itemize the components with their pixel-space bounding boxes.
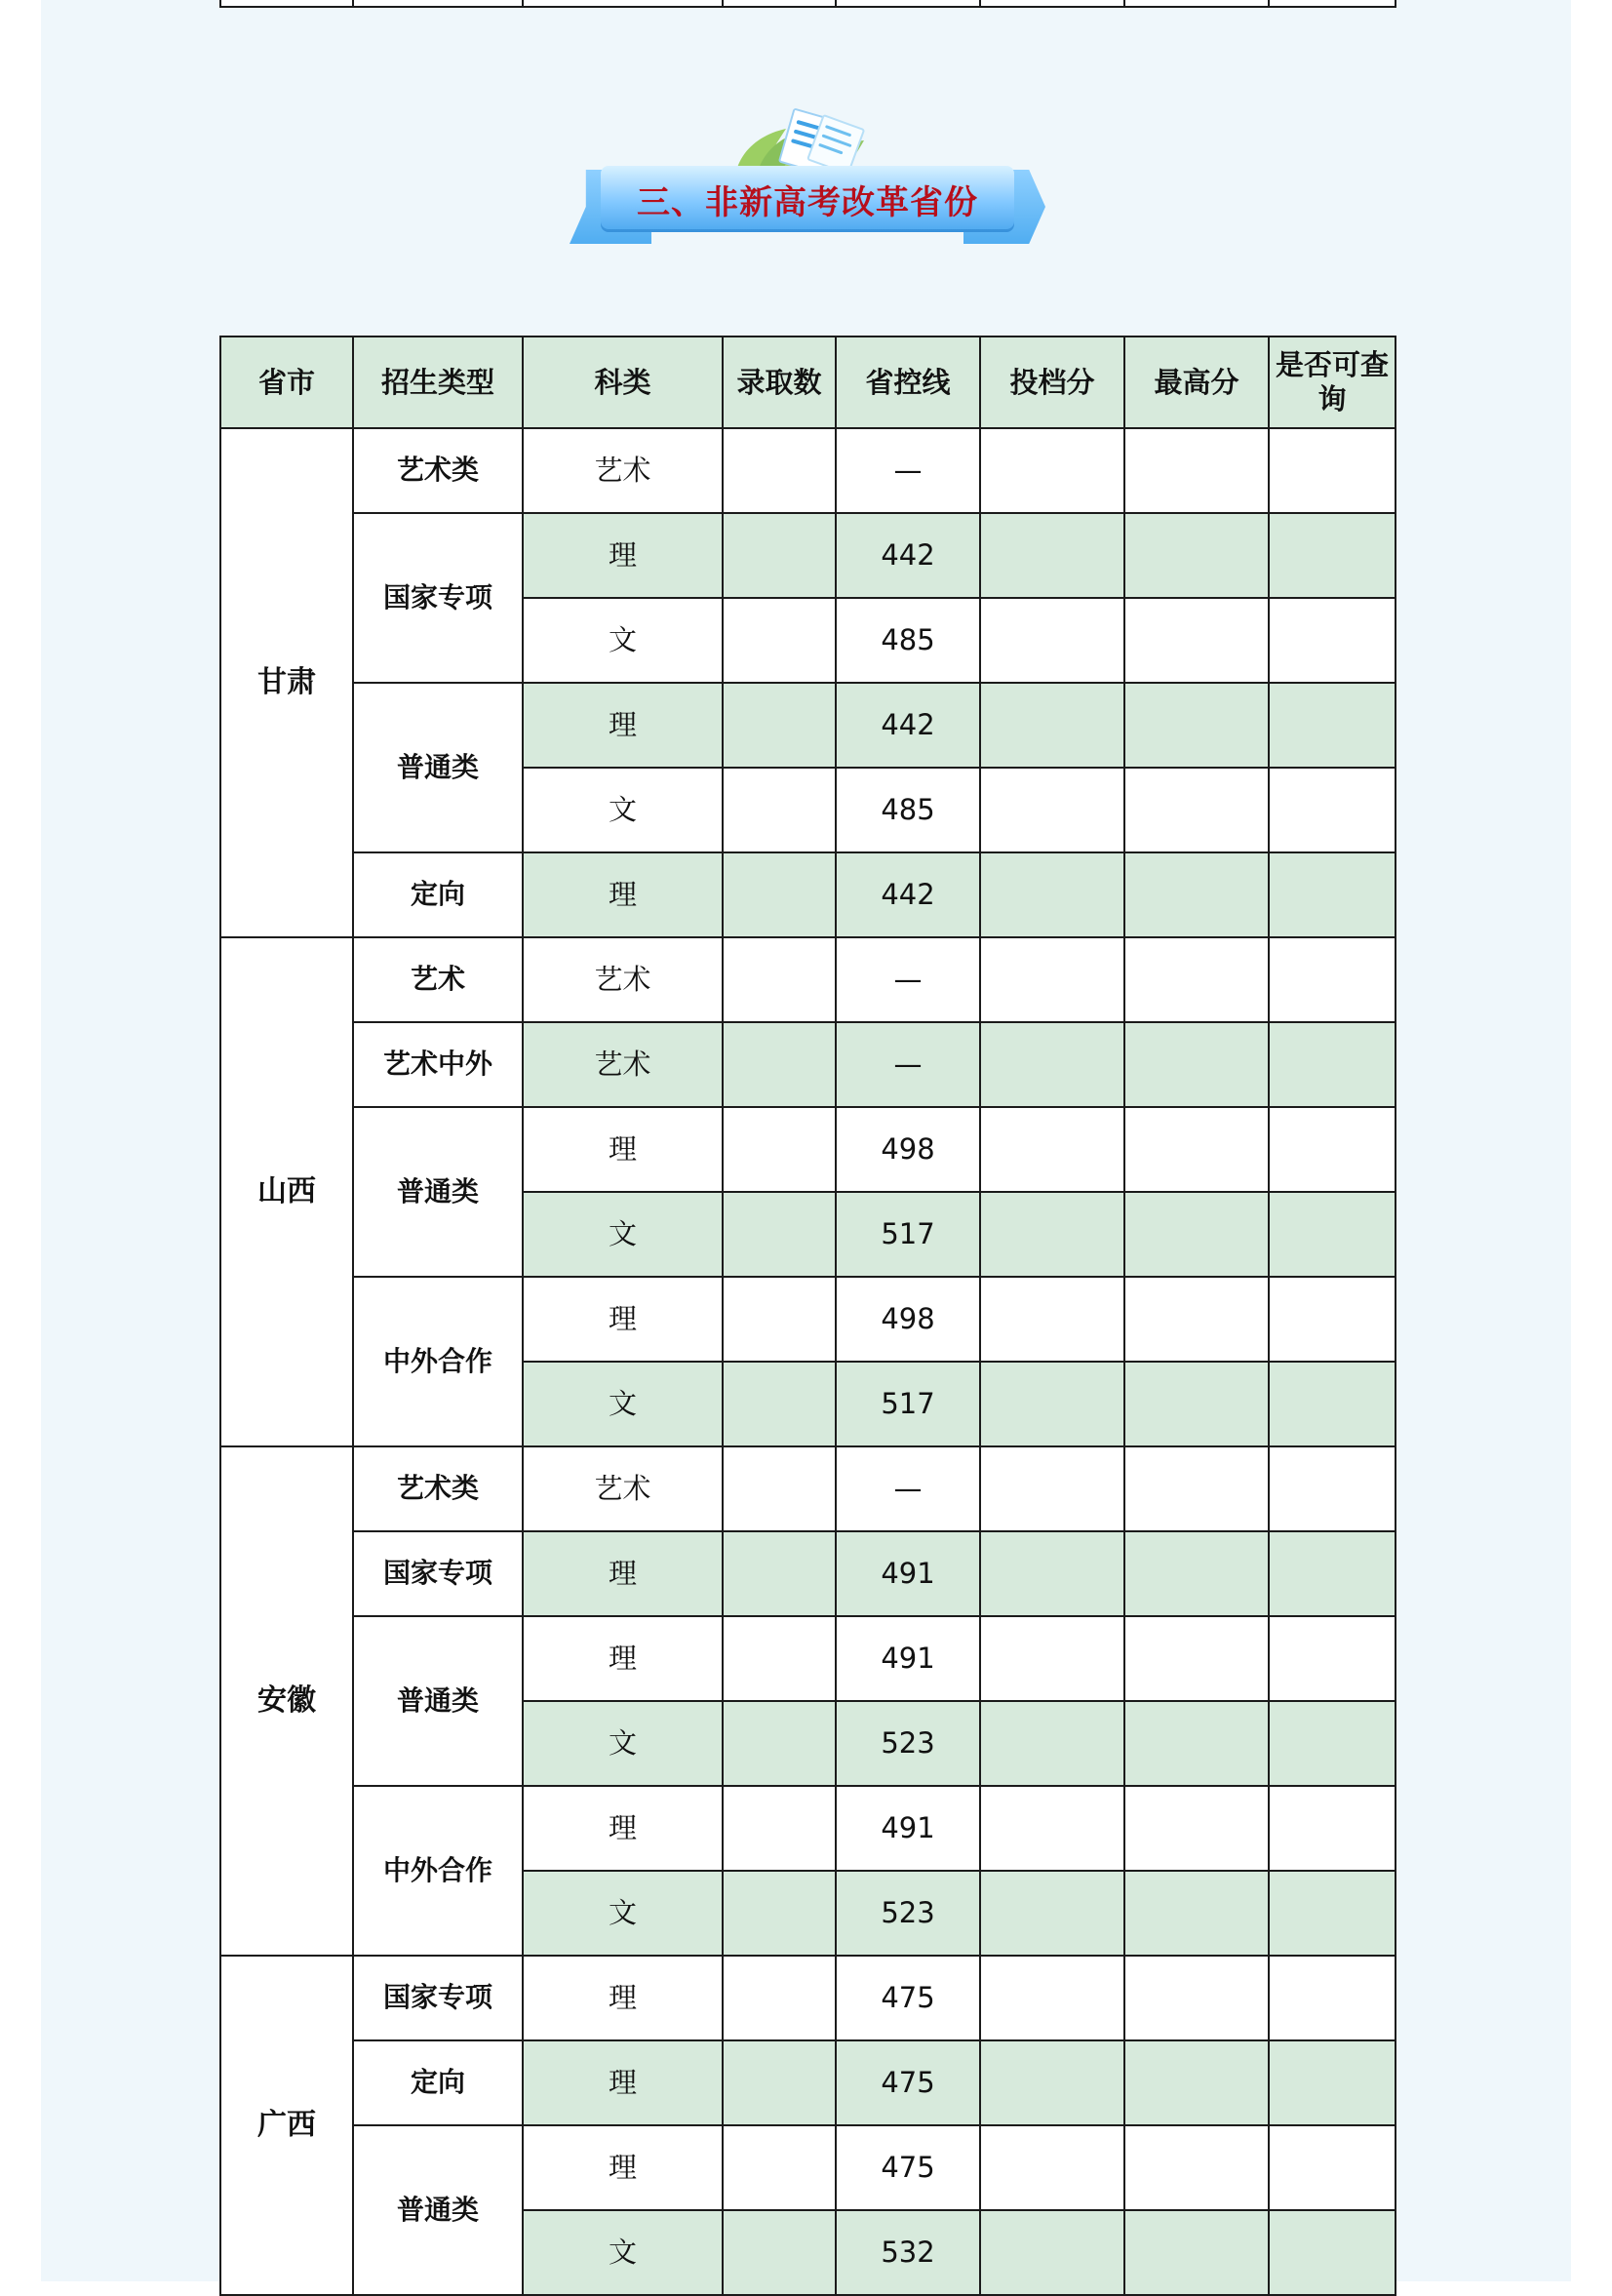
queryable-cell bbox=[1269, 1871, 1396, 1956]
queryable-cell bbox=[1269, 2210, 1396, 2295]
previous-table-tail bbox=[219, 0, 1396, 8]
table-row bbox=[220, 513, 1396, 598]
control-line-cell: 517 bbox=[836, 1362, 980, 1446]
admitted-count-cell bbox=[723, 598, 836, 683]
control-line-cell: 523 bbox=[836, 1701, 980, 1786]
control-line-cell: 517 bbox=[836, 1192, 980, 1277]
control-line-cell: 442 bbox=[836, 852, 980, 937]
submit-score-cell bbox=[980, 1022, 1124, 1107]
admission-type-cell: 普通类 bbox=[353, 1107, 523, 1277]
admitted-count-cell bbox=[723, 683, 836, 768]
header-control-line: 省控线 bbox=[836, 336, 980, 428]
submit-score-cell bbox=[980, 1616, 1124, 1701]
admitted-count-cell bbox=[723, 1022, 836, 1107]
queryable-cell bbox=[1269, 683, 1396, 768]
control-line-cell: 498 bbox=[836, 1277, 980, 1362]
submit-score-cell bbox=[980, 2125, 1124, 2210]
highest-score-cell bbox=[1124, 598, 1269, 683]
highest-score-cell bbox=[1124, 1616, 1269, 1701]
highest-score-cell bbox=[1124, 852, 1269, 937]
previous-table-cell bbox=[836, 0, 980, 7]
header-admitted-count: 录取数 bbox=[723, 336, 836, 428]
subject-cell: 理 bbox=[523, 1277, 723, 1362]
highest-score-cell bbox=[1124, 1107, 1269, 1192]
score-table bbox=[219, 336, 1396, 2296]
previous-table-cell bbox=[723, 0, 836, 7]
subject-cell: 文 bbox=[523, 598, 723, 683]
queryable-cell bbox=[1269, 2125, 1396, 2210]
submit-score-cell bbox=[980, 852, 1124, 937]
previous-table-cell bbox=[353, 0, 523, 7]
admission-type-cell: 中外合作 bbox=[353, 1786, 523, 1956]
subject-cell: 理 bbox=[523, 683, 723, 768]
submit-score-cell bbox=[980, 2210, 1124, 2295]
highest-score-cell bbox=[1124, 1531, 1269, 1616]
province-cell: 山西 bbox=[220, 937, 353, 1446]
admitted-count-cell bbox=[723, 852, 836, 937]
table-row bbox=[220, 1956, 1396, 2040]
admitted-count-cell bbox=[723, 1362, 836, 1446]
subject-cell: 文 bbox=[523, 2210, 723, 2295]
queryable-cell bbox=[1269, 513, 1396, 598]
highest-score-cell bbox=[1124, 1871, 1269, 1956]
table-row bbox=[220, 2040, 1396, 2125]
subject-cell: 理 bbox=[523, 1956, 723, 2040]
admitted-count-cell bbox=[723, 1871, 836, 1956]
subject-cell: 理 bbox=[523, 852, 723, 937]
table-row bbox=[220, 852, 1396, 937]
subject-cell: 理 bbox=[523, 513, 723, 598]
admission-type-cell: 国家专项 bbox=[353, 513, 523, 683]
section-banner bbox=[564, 98, 1051, 254]
header-submit-score: 投档分 bbox=[980, 336, 1124, 428]
control-line-cell: 491 bbox=[836, 1531, 980, 1616]
subject-cell: 文 bbox=[523, 1362, 723, 1446]
subject-cell: 艺术 bbox=[523, 937, 723, 1022]
highest-score-cell bbox=[1124, 1786, 1269, 1871]
submit-score-cell bbox=[980, 2040, 1124, 2125]
queryable-cell bbox=[1269, 1277, 1396, 1362]
header-province: 省市 bbox=[220, 336, 353, 428]
control-line-cell: 485 bbox=[836, 768, 980, 852]
queryable-cell bbox=[1269, 1192, 1396, 1277]
admitted-count-cell bbox=[723, 1277, 836, 1362]
previous-table-cell bbox=[523, 0, 723, 7]
queryable-cell bbox=[1269, 852, 1396, 937]
admitted-count-cell bbox=[723, 428, 836, 513]
highest-score-cell bbox=[1124, 683, 1269, 768]
province-cell: 甘肃 bbox=[220, 428, 353, 937]
header-admission-type: 招生类型 bbox=[353, 336, 523, 428]
control-line-cell: 485 bbox=[836, 598, 980, 683]
admission-type-cell: 普通类 bbox=[353, 1616, 523, 1786]
admitted-count-cell bbox=[723, 1786, 836, 1871]
table-row bbox=[220, 428, 1396, 513]
header-subject: 科类 bbox=[523, 336, 723, 428]
submit-score-cell bbox=[980, 598, 1124, 683]
admitted-count-cell bbox=[723, 1446, 836, 1531]
admission-type-cell: 普通类 bbox=[353, 2125, 523, 2295]
queryable-cell bbox=[1269, 1786, 1396, 1871]
submit-score-cell bbox=[980, 1107, 1124, 1192]
highest-score-cell bbox=[1124, 2210, 1269, 2295]
control-line-cell: 442 bbox=[836, 513, 980, 598]
table-row bbox=[220, 1616, 1396, 1701]
queryable-cell bbox=[1269, 1701, 1396, 1786]
table-row bbox=[220, 2125, 1396, 2210]
highest-score-cell bbox=[1124, 768, 1269, 852]
admission-type-cell: 定向 bbox=[353, 852, 523, 937]
highest-score-cell bbox=[1124, 1701, 1269, 1786]
control-line-cell: — bbox=[836, 428, 980, 513]
control-line-cell: 442 bbox=[836, 683, 980, 768]
submit-score-cell bbox=[980, 428, 1124, 513]
control-line-cell: — bbox=[836, 1022, 980, 1107]
subject-cell: 理 bbox=[523, 2125, 723, 2210]
control-line-cell: — bbox=[836, 937, 980, 1022]
submit-score-cell bbox=[980, 1277, 1124, 1362]
highest-score-cell bbox=[1124, 2040, 1269, 2125]
submit-score-cell bbox=[980, 1786, 1124, 1871]
table-row bbox=[220, 1531, 1396, 1616]
highest-score-cell bbox=[1124, 513, 1269, 598]
table-row bbox=[220, 1107, 1396, 1192]
table-row bbox=[220, 1786, 1396, 1871]
admission-type-cell: 普通类 bbox=[353, 683, 523, 852]
admission-type-cell: 艺术类 bbox=[353, 428, 523, 513]
subject-cell: 艺术 bbox=[523, 428, 723, 513]
submit-score-cell bbox=[980, 1531, 1124, 1616]
admitted-count-cell bbox=[723, 513, 836, 598]
highest-score-cell bbox=[1124, 1956, 1269, 2040]
table-row bbox=[220, 937, 1396, 1022]
highest-score-cell bbox=[1124, 2125, 1269, 2210]
highest-score-cell bbox=[1124, 937, 1269, 1022]
highest-score-cell bbox=[1124, 1192, 1269, 1277]
queryable-cell bbox=[1269, 1956, 1396, 2040]
subject-cell: 文 bbox=[523, 1871, 723, 1956]
submit-score-cell bbox=[980, 513, 1124, 598]
admitted-count-cell bbox=[723, 1616, 836, 1701]
queryable-cell bbox=[1269, 428, 1396, 513]
control-line-cell: 491 bbox=[836, 1616, 980, 1701]
subject-cell: 理 bbox=[523, 1531, 723, 1616]
previous-table-cell bbox=[980, 0, 1124, 7]
control-line-cell: 523 bbox=[836, 1871, 980, 1956]
control-line-cell: — bbox=[836, 1446, 980, 1531]
queryable-cell bbox=[1269, 1446, 1396, 1531]
queryable-cell bbox=[1269, 1022, 1396, 1107]
header-highest-score: 最高分 bbox=[1124, 336, 1269, 428]
admission-type-cell: 定向 bbox=[353, 2040, 523, 2125]
section-title: 三、非新高考改革省份 bbox=[637, 182, 978, 222]
queryable-cell bbox=[1269, 1616, 1396, 1701]
subject-cell: 文 bbox=[523, 768, 723, 852]
previous-table-cell bbox=[1269, 0, 1396, 7]
admission-type-cell: 中外合作 bbox=[353, 1277, 523, 1446]
subject-cell: 理 bbox=[523, 2040, 723, 2125]
table-row bbox=[220, 1022, 1396, 1107]
table-row bbox=[220, 1277, 1396, 1362]
subject-cell: 理 bbox=[523, 1786, 723, 1871]
subject-cell: 理 bbox=[523, 1107, 723, 1192]
admission-type-cell: 国家专项 bbox=[353, 1531, 523, 1616]
admitted-count-cell bbox=[723, 1531, 836, 1616]
previous-table-cell bbox=[1124, 0, 1269, 7]
admitted-count-cell bbox=[723, 2210, 836, 2295]
submit-score-cell bbox=[980, 1956, 1124, 2040]
submit-score-cell bbox=[980, 683, 1124, 768]
submit-score-cell bbox=[980, 1446, 1124, 1531]
admitted-count-cell bbox=[723, 1701, 836, 1786]
submit-score-cell bbox=[980, 1192, 1124, 1277]
submit-score-cell bbox=[980, 1362, 1124, 1446]
subject-cell: 文 bbox=[523, 1701, 723, 1786]
queryable-cell bbox=[1269, 2040, 1396, 2125]
table-row bbox=[220, 1446, 1396, 1531]
previous-table-row bbox=[220, 0, 1396, 7]
queryable-cell bbox=[1269, 1362, 1396, 1446]
submit-score-cell bbox=[980, 937, 1124, 1022]
queryable-cell bbox=[1269, 768, 1396, 852]
subject-cell: 文 bbox=[523, 1192, 723, 1277]
queryable-cell bbox=[1269, 1107, 1396, 1192]
control-line-cell: 532 bbox=[836, 2210, 980, 2295]
submit-score-cell bbox=[980, 1701, 1124, 1786]
submit-score-cell bbox=[980, 1871, 1124, 1956]
header-queryable: 是否可查询 bbox=[1269, 336, 1396, 428]
previous-table-cell bbox=[220, 0, 353, 7]
highest-score-cell bbox=[1124, 1022, 1269, 1107]
admitted-count-cell bbox=[723, 1107, 836, 1192]
subject-cell: 艺术 bbox=[523, 1446, 723, 1531]
subject-cell: 理 bbox=[523, 1616, 723, 1701]
subject-cell: 艺术 bbox=[523, 1022, 723, 1107]
admission-type-cell: 艺术 bbox=[353, 937, 523, 1022]
control-line-cell: 491 bbox=[836, 1786, 980, 1871]
highest-score-cell bbox=[1124, 1277, 1269, 1362]
admitted-count-cell bbox=[723, 2040, 836, 2125]
admitted-count-cell bbox=[723, 2125, 836, 2210]
admitted-count-cell bbox=[723, 1956, 836, 2040]
table-header-row bbox=[220, 336, 1396, 428]
highest-score-cell bbox=[1124, 428, 1269, 513]
highest-score-cell bbox=[1124, 1362, 1269, 1446]
province-cell: 广西 bbox=[220, 1956, 353, 2295]
province-cell: 安徽 bbox=[220, 1446, 353, 1956]
admission-type-cell: 国家专项 bbox=[353, 1956, 523, 2040]
control-line-cell: 475 bbox=[836, 1956, 980, 2040]
queryable-cell bbox=[1269, 937, 1396, 1022]
queryable-cell bbox=[1269, 1531, 1396, 1616]
admission-type-cell: 艺术中外 bbox=[353, 1022, 523, 1107]
queryable-cell bbox=[1269, 598, 1396, 683]
score-table-wrap bbox=[219, 336, 1395, 2296]
table-row bbox=[220, 683, 1396, 768]
banner-title-box bbox=[601, 166, 1014, 232]
control-line-cell: 475 bbox=[836, 2125, 980, 2210]
admitted-count-cell bbox=[723, 1192, 836, 1277]
admitted-count-cell bbox=[723, 768, 836, 852]
admitted-count-cell bbox=[723, 937, 836, 1022]
control-line-cell: 498 bbox=[836, 1107, 980, 1192]
submit-score-cell bbox=[980, 768, 1124, 852]
highest-score-cell bbox=[1124, 1446, 1269, 1531]
control-line-cell: 475 bbox=[836, 2040, 980, 2125]
admission-type-cell: 艺术类 bbox=[353, 1446, 523, 1531]
